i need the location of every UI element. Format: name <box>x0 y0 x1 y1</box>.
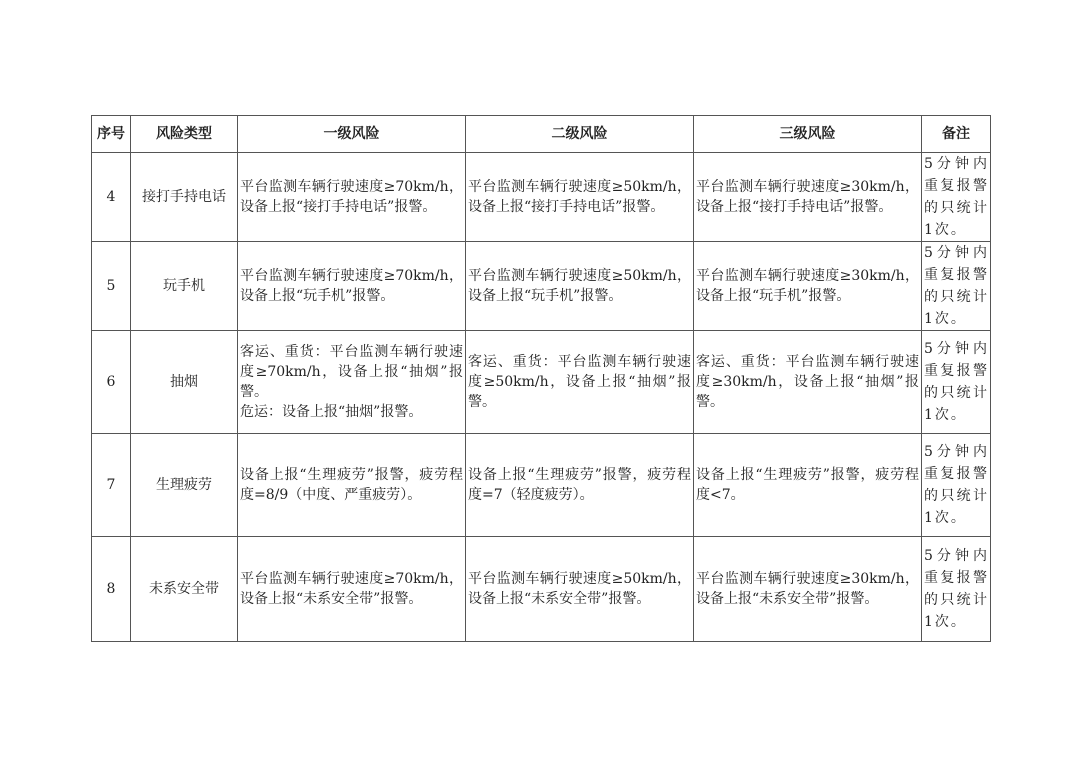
cell-level1: 设备上报“生理疲劳”报警，疲劳程度=8/9（中度、严重疲劳）。 <box>238 434 466 537</box>
header-level1: 一级风险 <box>238 116 466 153</box>
header-note: 备注 <box>922 116 991 153</box>
risk-table <box>91 115 991 642</box>
cell-level2: 平台监测车辆行驶速度≥50km/h，设备上报“未系安全带”报警。 <box>466 537 694 642</box>
cell-seq: 8 <box>92 537 131 642</box>
cell-note: 5分钟内重复报警的只统计1次。 <box>922 331 991 434</box>
cell-level1: 客运、重货：平台监测车辆行驶速度≥70km/h，设备上报“抽烟”报警。 危运：设备上报“抽烟”报警。 <box>238 331 466 434</box>
cell-level2: 平台监测车辆行驶速度≥50km/h，设备上报“接打手持电话”报警。 <box>466 153 694 242</box>
cell-note: 5分钟内重复报警的只统计1次。 <box>922 537 991 642</box>
table-header-row <box>92 116 991 153</box>
cell-level3: 平台监测车辆行驶速度≥30km/h，设备上报“玩手机”报警。 <box>694 242 922 331</box>
cell-seq: 5 <box>92 242 131 331</box>
table-row <box>92 242 991 331</box>
cell-seq: 7 <box>92 434 131 537</box>
cell-level1: 平台监测车辆行驶速度≥70km/h，设备上报“未系安全带”报警。 <box>238 537 466 642</box>
cell-risk-type: 玩手机 <box>131 242 238 331</box>
table-row <box>92 331 991 434</box>
cell-note: 5分钟内重复报警的只统计1次。 <box>922 434 991 537</box>
header-seq: 序号 <box>92 116 131 153</box>
cell-risk-type: 接打手持电话 <box>131 153 238 242</box>
table-row <box>92 434 991 537</box>
header-level2: 二级风险 <box>466 116 694 153</box>
cell-note: 5分钟内重复报警的只统计1次。 <box>922 242 991 331</box>
header-risk-type: 风险类型 <box>131 116 238 153</box>
cell-level3: 平台监测车辆行驶速度≥30km/h，设备上报“未系安全带”报警。 <box>694 537 922 642</box>
table-row <box>92 537 991 642</box>
header-level3: 三级风险 <box>694 116 922 153</box>
cell-risk-type: 生理疲劳 <box>131 434 238 537</box>
table-row <box>92 153 991 242</box>
cell-risk-type: 未系安全带 <box>131 537 238 642</box>
cell-level3: 客运、重货：平台监测车辆行驶速度≥30km/h，设备上报“抽烟”报警。 <box>694 331 922 434</box>
cell-level1: 平台监测车辆行驶速度≥70km/h，设备上报“玩手机”报警。 <box>238 242 466 331</box>
cell-level3: 平台监测车辆行驶速度≥30km/h，设备上报“接打手持电话”报警。 <box>694 153 922 242</box>
cell-level2: 平台监测车辆行驶速度≥50km/h，设备上报“玩手机”报警。 <box>466 242 694 331</box>
cell-seq: 6 <box>92 331 131 434</box>
cell-level3: 设备上报“生理疲劳”报警，疲劳程度<7。 <box>694 434 922 537</box>
cell-seq: 4 <box>92 153 131 242</box>
cell-note: 5分钟内重复报警的只统计1次。 <box>922 153 991 242</box>
cell-risk-type: 抽烟 <box>131 331 238 434</box>
cell-level2: 设备上报“生理疲劳”报警，疲劳程度=7（轻度疲劳）。 <box>466 434 694 537</box>
cell-level2: 客运、重货：平台监测车辆行驶速度≥50km/h，设备上报“抽烟”报警。 <box>466 331 694 434</box>
cell-level1: 平台监测车辆行驶速度≥70km/h，设备上报“接打手持电话”报警。 <box>238 153 466 242</box>
